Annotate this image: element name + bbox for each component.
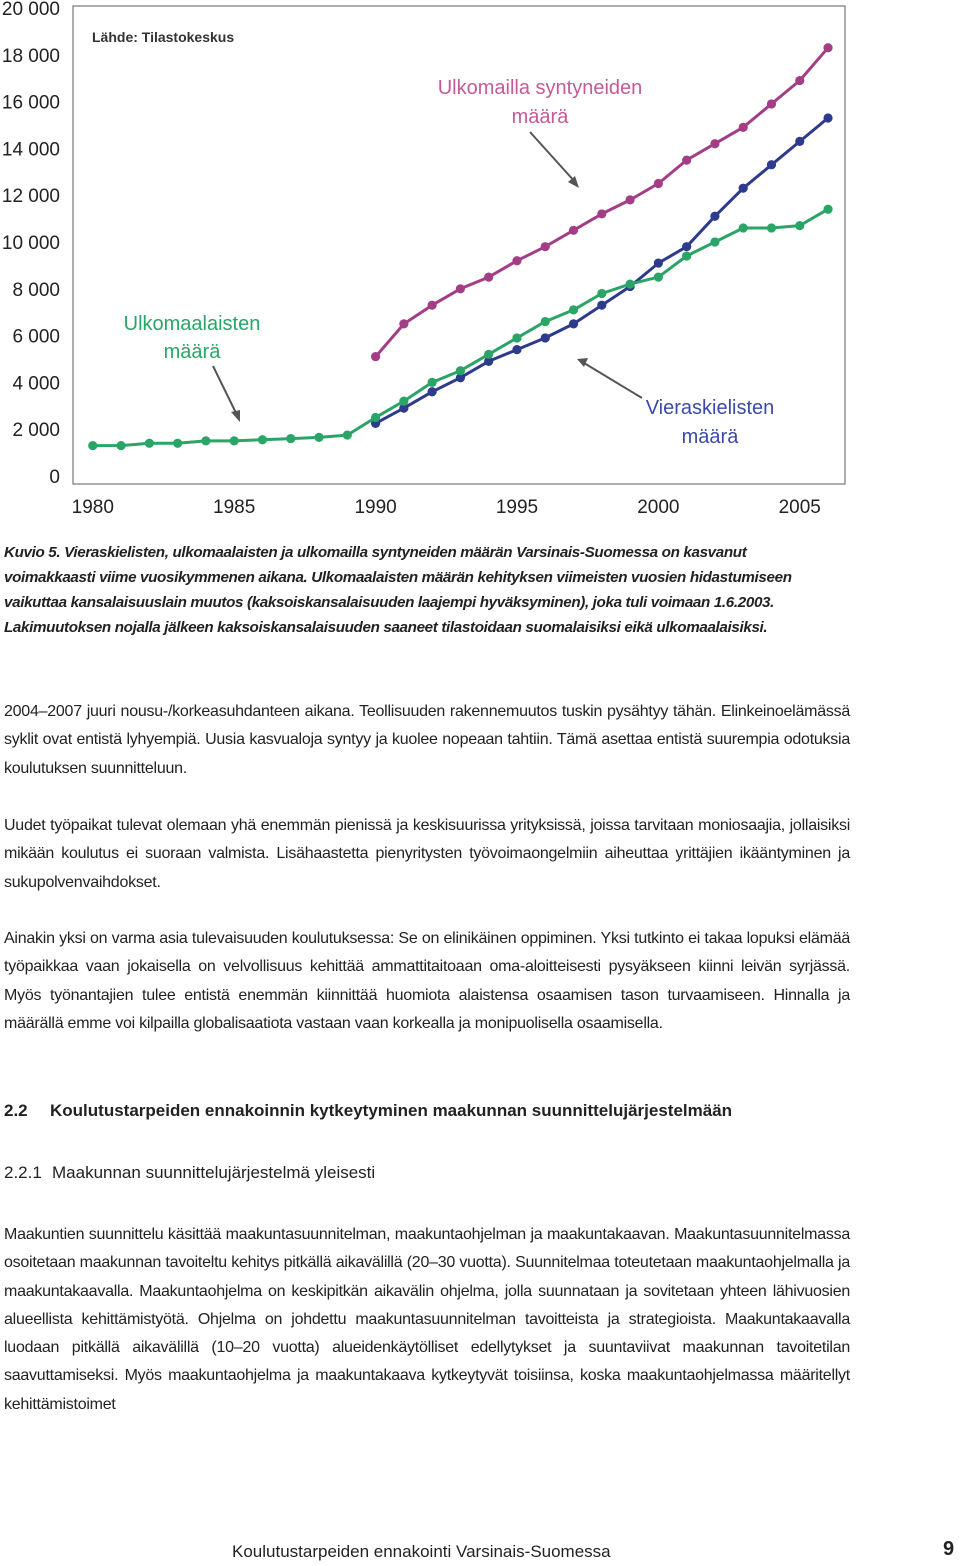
data-point xyxy=(625,280,634,289)
annotation-foreign-nationals-arrowhead xyxy=(231,410,240,422)
caption-line: Kuvio 5. Vieraskielisten, ulkomaalaisten ja ulkomailla syntyneiden määrän Varsinais-Suomessa on kasvanut xyxy=(4,544,747,561)
section-number: 2.2 xyxy=(4,1101,28,1120)
annotation-foreign-nationals-arrow xyxy=(213,366,237,415)
page-number: 9 xyxy=(943,1538,955,1560)
data-point xyxy=(484,350,493,359)
data-point xyxy=(682,156,691,165)
paragraph-text: Ainakin yksi on varma asia tulevaisuuden koulutuksessa: Se on elinikäinen oppiminen. Yksi tutkinto ei takaa lopuksi elämää työpaikkaa vaan jokaisella on velvollisuus kehittää ammattitaitoaan oma-aloitteisesti pysyäkseen kiinni leivän syrjässä. Myös työnantajien tulee entistä enemmän kiinnittää huomiota alaistensa osaamisen tason turvaamiseen. Hinnalla ja määrällä emme voi kilpailla globalisaatiota vastaan vaan korkealla ja monipuolisella osaamisella. xyxy=(4,930,850,1032)
data-point xyxy=(710,212,719,221)
annotation-foreign-nationals xyxy=(124,313,261,422)
data-point xyxy=(767,160,776,169)
data-point xyxy=(173,439,182,448)
y-tick-label: 10 000 xyxy=(1,233,60,254)
data-point xyxy=(512,333,521,342)
data-point xyxy=(512,256,521,265)
data-point xyxy=(739,223,748,232)
x-axis-tick-labels xyxy=(72,497,821,518)
data-point xyxy=(682,242,691,251)
data-point xyxy=(682,251,691,260)
series-2 xyxy=(371,113,833,428)
paragraph-3 xyxy=(4,925,850,1038)
data-point xyxy=(625,195,634,204)
data-point xyxy=(428,378,437,387)
y-axis-tick-labels xyxy=(2,0,60,488)
annotation-foreign-born-arrow xyxy=(530,132,576,183)
annotation-foreign-language-arrow xyxy=(584,363,642,398)
data-point xyxy=(739,123,748,132)
data-point xyxy=(512,345,521,354)
y-tick-label: 20 000 xyxy=(1,0,60,20)
annotation-foreign-born-arrowhead xyxy=(568,176,579,188)
section-heading xyxy=(4,1101,850,1121)
x-tick-label: 1995 xyxy=(495,497,539,518)
annotation-foreign-born xyxy=(438,77,643,188)
annotation-foreign-nationals-line1: Ulkomaalaisten xyxy=(123,313,261,335)
y-tick-label: 0 xyxy=(49,467,60,488)
data-point xyxy=(654,273,663,282)
data-point xyxy=(739,184,748,193)
y-tick-label: 18 000 xyxy=(1,45,60,67)
y-tick-label: 4 000 xyxy=(12,373,60,395)
annotation-foreign-born-line1: Ulkomailla syntyneiden xyxy=(437,77,643,99)
annotation-foreign-language xyxy=(577,358,774,448)
subsection-number: 2.2.1 xyxy=(4,1163,42,1182)
data-point xyxy=(654,258,663,267)
figure-caption xyxy=(4,540,852,640)
data-point xyxy=(823,113,832,122)
data-point xyxy=(710,237,719,246)
section-title: Koulutustarpeiden ennakoinnin kytkeytyminen maakunnan suunnittelujärjestelmään xyxy=(50,1101,733,1120)
data-point xyxy=(823,43,832,52)
data-point xyxy=(145,439,154,448)
paragraph-2 xyxy=(4,812,850,897)
data-point xyxy=(795,221,804,230)
data-point xyxy=(767,223,776,232)
annotation-foreign-language-line2: määrä xyxy=(681,426,739,448)
data-point xyxy=(428,301,437,310)
subsection-heading xyxy=(4,1163,850,1183)
paragraph-4 xyxy=(4,1221,850,1419)
data-point xyxy=(428,387,437,396)
chart-source-note: Lähde: Tilastokeskus xyxy=(92,29,235,45)
paragraph-text: 2004–2007 juuri nousu-/korkeasuhdanteen aikana. Teollisuuden rakennemuutos tuskin pysähtyy tähän. Elinkeinoelämässä syklit ovat entistä lyhyempiä. Uusia kasvualoja syntyy ja kuolee nopeaan tahtiin. Tämä asettaa entistä suurempia odotuksia koulutuksen suunnitteluun. xyxy=(4,703,850,777)
data-point xyxy=(541,333,550,342)
annotation-foreign-language-line1: Vieraskielisten xyxy=(645,397,775,419)
y-tick-label: 6 000 xyxy=(12,326,60,348)
data-point xyxy=(371,352,380,361)
annotation-foreign-born-line2: määrä xyxy=(511,106,569,128)
y-tick-label: 12 000 xyxy=(1,186,60,208)
data-point xyxy=(88,441,97,450)
chart-series xyxy=(88,43,832,450)
data-point xyxy=(201,436,210,445)
data-point xyxy=(597,209,606,218)
data-point xyxy=(399,319,408,328)
data-point xyxy=(597,289,606,298)
data-point xyxy=(541,242,550,251)
data-point xyxy=(823,205,832,214)
data-point xyxy=(541,317,550,326)
data-point xyxy=(569,226,578,235)
caption-line: vaikuttaa kansalaisuuslain muutos (kaksoiskansalaisuuden laajempi hyväksyminen), joka tuli voimaan 1.6.2003. xyxy=(4,594,775,611)
data-point xyxy=(795,137,804,146)
data-point xyxy=(597,301,606,310)
data-point xyxy=(371,413,380,422)
y-tick-label: 14 000 xyxy=(1,139,60,161)
data-point xyxy=(795,76,804,85)
data-point xyxy=(654,179,663,188)
y-tick-label: 8 000 xyxy=(12,279,60,301)
data-point xyxy=(258,435,267,444)
x-tick-label: 1980 xyxy=(71,497,114,518)
x-tick-label: 2000 xyxy=(637,497,680,518)
caption-line: voimakkaasti viime vuosikymmenen aikana. Ulkomaalaisten määrän kehityksen viimeisten vuosien hidastumiseen xyxy=(4,569,792,586)
data-point xyxy=(399,397,408,406)
data-point xyxy=(116,441,125,450)
data-point xyxy=(456,284,465,293)
data-point xyxy=(343,430,352,439)
x-tick-label: 1985 xyxy=(213,497,256,518)
x-tick-label: 2005 xyxy=(778,497,821,518)
data-point xyxy=(230,436,239,445)
data-point xyxy=(569,305,578,314)
data-point xyxy=(569,319,578,328)
caption-line: Lakimuutoksen nojalla jälkeen kaksoiskansalaisuuden saaneet tilastoidaan suomalaisiksi eikä ulkomaalaisiksi. xyxy=(4,619,768,636)
data-point xyxy=(314,433,323,442)
annotation-foreign-language-arrowhead xyxy=(577,358,588,367)
paragraph-text: Uudet työpaikat tulevat olemaan yhä enemmän pienissä ja keskisuurissa yrityksissä, joissa tarvitaan moniosaajia, jollaisiksi mikään koulutus ei suoraan valmista. Lisähaastetta pienyritysten työvoimaongelmiin aiheuttaa yrittäjien ikääntyminen ja sukupolvenvaihdokset. xyxy=(4,817,850,891)
paragraph-1 xyxy=(4,698,850,783)
y-tick-label: 16 000 xyxy=(1,92,60,114)
annotation-foreign-nationals-line2: määrä xyxy=(163,341,221,363)
data-point xyxy=(710,139,719,148)
data-point xyxy=(767,99,776,108)
footer-document-title: Koulutustarpeiden ennakointi Varsinais-Suomessa xyxy=(232,1542,611,1561)
paragraph-text: Maakuntien suunnittelu käsittää maakuntasuunnitelman, maakuntaohjelman ja maakuntakaavan. Maakuntasuunnitelmassa osoitetaan maakunnan tavoiteltu kehitys pitkällä aikavälillä (20–30 vuotta). Suunnitelmaa toteutetaan maakuntaohjelmalla ja maakuntakaavalla. Maakuntaohjelma on keskipitkän aikavälin ohjelma, jolla suunnataan ja sovitetaan yhteen lähivuosien alueellista kehittämistyötä. Ohjelma on johdettu maakuntasuunnitelman tavoitteista ja strategioista. Maakuntakaavalla luodaan pitkällä aikavälillä (10–20 vuotta) alueidenkäytölliset edellytykset ja suuntaviivat maakunnan tavoitetilan saavuttamiseksi. Myös maakuntaohjelma ja maakuntakaava kytkeytyvät toisiinsa, koska maakuntaohjelmassa määritellyt kehittämistoimet xyxy=(4,1226,850,1413)
x-tick-label: 1990 xyxy=(354,497,397,518)
y-tick-label: 2 000 xyxy=(12,420,60,442)
data-point xyxy=(456,366,465,375)
data-point xyxy=(286,434,295,443)
line-chart xyxy=(0,0,960,530)
data-point xyxy=(484,273,493,282)
subsection-title: Maakunnan suunnittelujärjestelmä yleisesti xyxy=(52,1163,376,1182)
